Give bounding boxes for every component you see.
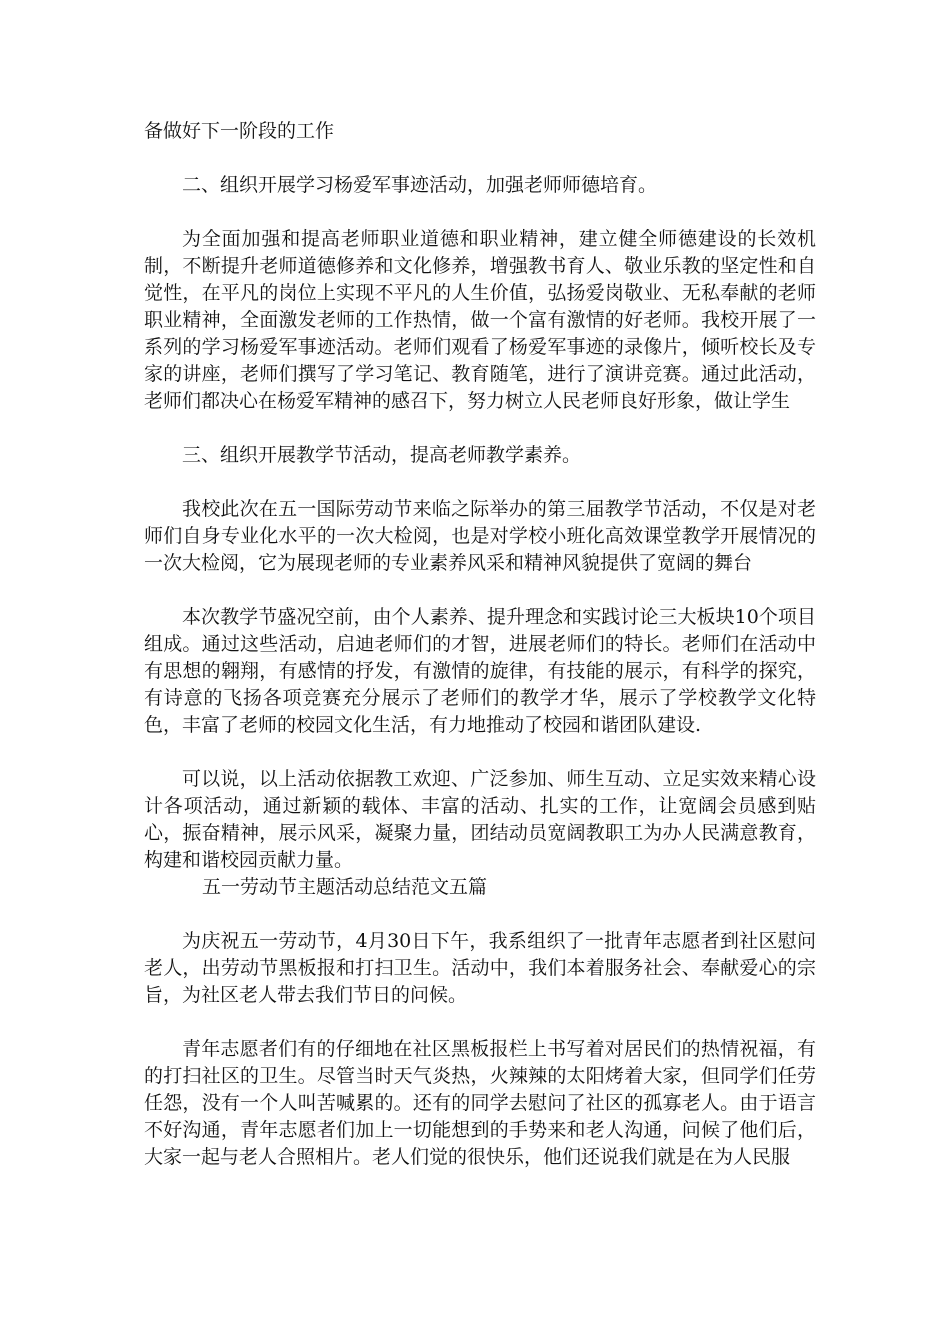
paragraph-festival-details: 本次教学节盛况空前，由个人素养、提升理念和实践讨论三大板块10个项目组成。通过这些活动，启迪老师们的才智，进展老师们的特长。老师们在活动中有思想的翱翔，有感情的抒发，有激情的旋律，有技能的展示，有科学的探究，有诗意的飞扬各项竞赛充分展示了老师们的教学才华，展示了学校教学文化特色，丰富了老师的校园文化生活，有力地推动了校园和谐团队建设. (144, 606, 816, 736)
paragraph-summary: 可以说，以上活动依据教工欢迎、广泛参加、师生互动、立足实效来精心设计各项活动，通过新颖的载体、丰富的活动、扎实的工作，让宽阔会员感到贴心，振奋精神，展示风采，凝聚力量，团结动员宽阔教职工为办人民满意教育，构建和谐校园贡献力量。 (144, 768, 816, 871)
paragraph-gap (144, 145, 816, 172)
paragraph-continuation: 备做好下一阶段的工作 (144, 120, 335, 142)
paragraph-volunteer-intro: 为庆祝五一劳动节，4月30日下午，我系组织了一批青年志愿者到社区慰问老人，出劳动节黑板报和打扫卫生。活动中，我们本着服务社会、奉献爱心的宗旨，为社区老人带去我们节日的问候。 (144, 930, 816, 1006)
paragraph-gap (144, 739, 816, 766)
paragraph-teaching-festival: 我校此次在五一国际劳动节来临之际举办的第三届教学节活动，不仅是对老师们自身专业化水平的一次大检阅，也是对学校小班化高效课堂教学开展情况的一次大检阅，它为展现老师的专业素养风采和精神风貌提供了宽阔的舞台 (144, 498, 816, 574)
paragraph-volunteer-details: 青年志愿者们有的仔细地在社区黑板报栏上书写着对居民们的热情祝福，有的打扫社区的卫生。尽管当时天气炎热，火辣辣的太阳烤着大家，但同学们任劳任怨，没有一个人叫苦喊累的。还有的同学去慰问了社区的孤寡老人。由于语言不好沟通，青年志愿者们加上一切能想到的手势来和老人沟通，问候了他们后，大家一起与老人合照相片。老人们觉的很快乐，他们还说我们就是在为人民服 (144, 1038, 816, 1168)
document-body (144, 118, 816, 1171)
article-title: 五一劳动节主题活动总结范文五篇 (202, 876, 488, 898)
paragraph-gap (144, 415, 816, 442)
paragraph-gap (144, 1009, 816, 1036)
paragraph-gap (144, 469, 816, 496)
section-heading-2: 二、组织开展学习杨爱军事迹活动，加强老师师德培育。 (182, 174, 658, 196)
paragraph-gap (144, 577, 816, 604)
paragraph-gap (144, 901, 816, 928)
section-heading-3: 三、组织开展教学节活动，提高老师教学素养。 (182, 444, 582, 466)
paragraph-gap (144, 199, 816, 226)
paragraph-teacher-ethics: 为全面加强和提高老师职业道德和职业精神，建立健全师德建设的长效机制，不断提升老师道德修养和文化修养，增强教书育人、敬业乐教的坚定性和自觉性，在平凡的岗位上实现不平凡的人生价值，弘扬爱岗敬业、无私奉献的老师职业精神，全面激发老师的工作热情，做一个富有激情的好老师。我校开展了一系列的学习杨爱军事迹活动。老师们观看了杨爱军事迹的录像片，倾听校长及专家的讲座，老师们撰写了学习笔记、教育随笔，进行了演讲竞赛。通过此活动，老师们都决心在杨爱军精神的感召下，努力树立人民老师良好形象，做让学生 (144, 228, 816, 412)
